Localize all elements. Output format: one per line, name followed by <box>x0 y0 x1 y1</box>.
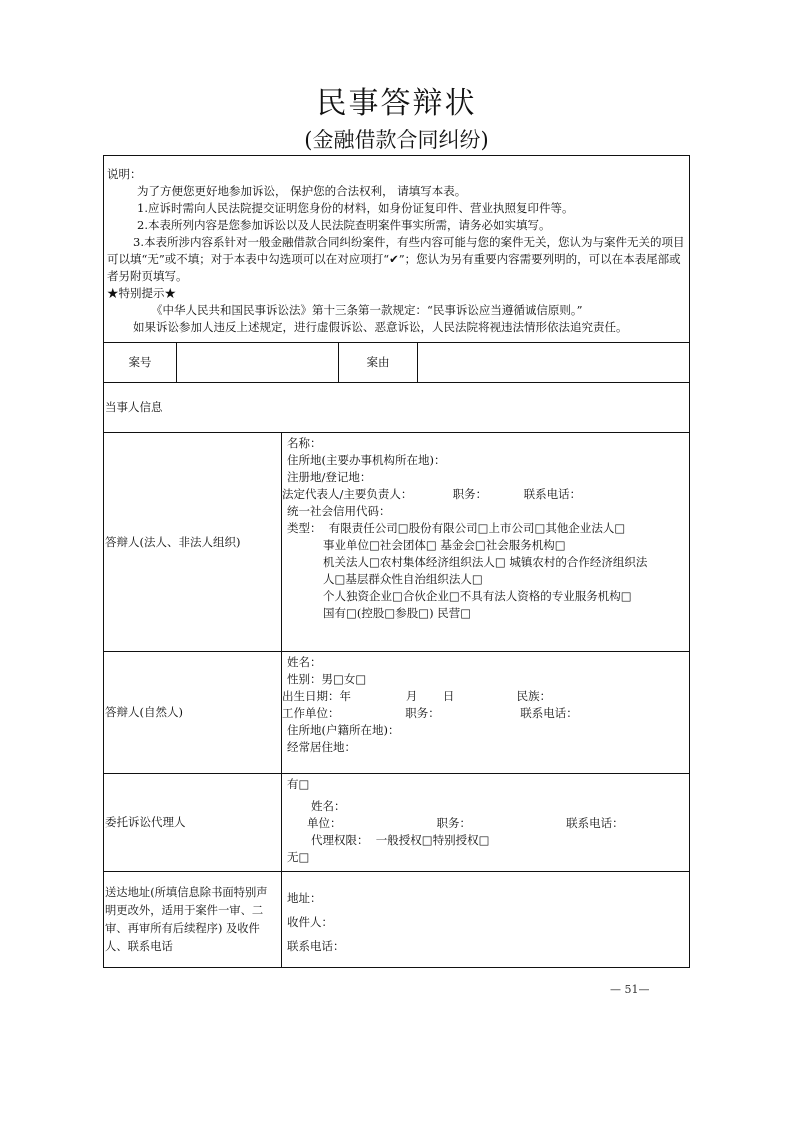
service-address-row <box>104 871 689 967</box>
service-recipient-field[interactable]: 收件人： <box>287 915 333 929</box>
org-type-options-3[interactable]: 机关法人□农村集体经济组织法人□ 城镇农村的合作经济组织法 <box>323 555 648 569</box>
respondent-org-row <box>104 432 689 651</box>
page-number: — 51— <box>610 983 650 996</box>
notes-cell <box>104 156 689 342</box>
respondent-person-fields[interactable] <box>281 652 689 773</box>
service-address-fields[interactable] <box>281 872 689 967</box>
agent-authority-options[interactable]: 代理权限： 一般授权□特别授权□ <box>311 833 490 847</box>
case-number-label: 案号 <box>128 355 152 369</box>
person-work-field[interactable]: 工作单位： 职务： 联系电话： <box>282 706 578 720</box>
service-address-field[interactable]: 地址： <box>287 891 322 905</box>
respondent-org-fields[interactable] <box>281 433 689 651</box>
org-credit-code-field[interactable]: 统一社会信用代码： <box>287 504 391 518</box>
person-name-field[interactable]: 姓名： <box>287 655 322 669</box>
person-birth-ethnicity-field[interactable]: 出生日期：年 月 日 民族： <box>282 689 552 703</box>
agent-none-checkbox[interactable]: 无□ <box>287 850 310 864</box>
agent-name-field[interactable]: 姓名： <box>311 799 346 813</box>
notes-item-3: 3.本表所涉内容系针对一般金融借款合同纠纷案件，有些内容可能与您的案件无关，您认为与案件无关的项目可以填“无”或不填；对于本表中勾选项可以在对应项打“✔”；您认为另有重要内容需要列明的，可以在本表尾部或者另附页填写。 <box>107 235 685 283</box>
notes-row <box>104 156 689 342</box>
notes-heading: 说明： <box>107 167 142 181</box>
agent-label: 委托诉讼代理人 <box>105 815 186 829</box>
party-info-row <box>104 382 689 432</box>
agent-unit-field[interactable]: 单位： 职务： 联系电话： <box>307 816 624 830</box>
service-phone-field[interactable]: 联系电话： <box>287 939 345 953</box>
org-type-options-1[interactable]: 类型： 有限责任公司□股份有限公司□上市公司□其他企业法人□ <box>287 521 626 535</box>
org-ownership-options[interactable]: 国有□(控股□参股□) 民营□ <box>323 606 472 620</box>
org-domicile-field[interactable]: 住所地(主要办事机构所在地)： <box>287 453 446 467</box>
org-legal-rep-field[interactable]: 法定代表人/主要负责人： 职务： 联系电话： <box>282 487 582 501</box>
case-number-field[interactable] <box>176 343 338 382</box>
notes-intro: 为了方便您更好地参加诉讼， 保护您的合法权利， 请填写本表。 <box>137 184 467 198</box>
agent-row <box>104 773 689 871</box>
service-address-label: 送达地址(所填信息除书面特别声明更改外，适用于案件一审、二审、再审所有后续程序) 及收件人、联系电话 <box>105 885 268 953</box>
special-notice-law: 《中华人民共和国民事诉讼法》第十三条第一款规定：“民事诉讼应当遵循诚信原则。” <box>151 303 583 317</box>
person-residence-field[interactable]: 经常居住地： <box>287 740 356 754</box>
person-domicile-field[interactable]: 住所地(户籍所在地)： <box>287 723 400 737</box>
case-cause-field[interactable] <box>417 343 689 382</box>
special-notice-warning: 如果诉讼参加人违反上述规定，进行虚假诉讼、恶意诉讼，人民法院将视违法情形依法追究责任。 <box>133 320 628 334</box>
special-notice-heading: ★特别提示★ <box>107 286 176 300</box>
respondent-person-label: 答辩人(自然人) <box>105 705 183 719</box>
org-type-options-5[interactable]: 个人独资企业□合伙企业□不具有法人资格的专业服务机构□ <box>323 589 632 603</box>
document-subtitle: (金融借款合同纠纷) <box>304 128 489 152</box>
agent-fields[interactable] <box>281 774 689 871</box>
org-type-options-2[interactable]: 事业单位□社会团体□ 基金会□社会服务机构□ <box>323 538 566 552</box>
document-title: 民事答辩状 <box>316 86 477 121</box>
respondent-org-label: 答辩人(法人、非法人组织) <box>105 534 241 549</box>
org-name-field[interactable]: 名称： <box>287 436 322 450</box>
person-gender-options[interactable]: 性别：男□女□ <box>287 672 367 686</box>
party-info-heading: 当事人信息 <box>105 400 163 414</box>
notes-item-1: 1.应诉时需向人民法院提交证明您身份的材料，如身份证复印件、营业执照复印件等。 <box>137 201 574 215</box>
respondent-person-row <box>104 651 689 773</box>
defense-form-table <box>103 155 690 968</box>
agent-has-checkbox[interactable]: 有□ <box>287 777 310 791</box>
org-type-options-4[interactable]: 人□基层群众性自治组织法人□ <box>323 572 483 586</box>
case-cause-label: 案由 <box>338 343 417 382</box>
org-registration-field[interactable]: 注册地/登记地： <box>287 470 372 484</box>
notes-item-2: 2.本表所列内容是您参加诉讼以及人民法院查明案件事实所需，请务必如实填写。 <box>137 218 551 232</box>
case-row <box>104 342 689 382</box>
